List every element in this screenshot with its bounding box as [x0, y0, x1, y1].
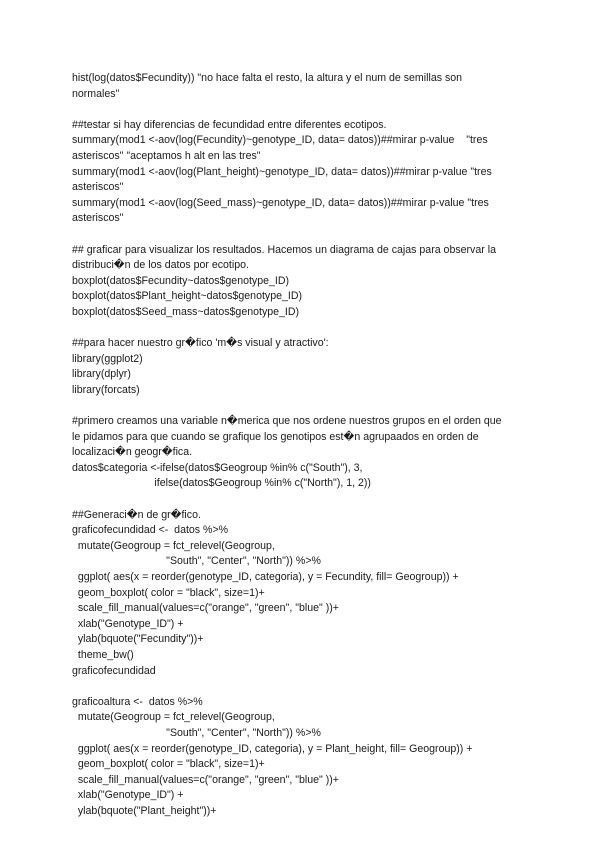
comment-line: ##Generaci�n de gr�fico. — [72, 508, 201, 521]
code-line: graficoaltura <- datos %>% — [72, 695, 203, 708]
code-line: mutate(Geogroup = fct_relevel(Geogroup, — [72, 711, 275, 724]
code-line: asteriscos" "aceptamos h alt en las tres" — [72, 149, 261, 162]
code-line: asteriscos" — [72, 181, 124, 194]
code-line: library(dplyr) — [72, 368, 131, 381]
code-line: graficofecundidad — [72, 664, 156, 677]
code-line: graficofecundidad <- datos %>% — [72, 524, 229, 537]
code-line: asteriscos" — [72, 212, 124, 225]
code-line: library(ggplot2) — [72, 352, 143, 365]
code-line: scale_fill_manual(values=c("orange", "green", "blue" ))+ — [72, 773, 339, 786]
code-line: distribuci�n de los datos por ecotipo. — [72, 259, 249, 272]
code-line: ggplot( aes(x = reorder(genotype_ID, categoria), y = Fecundity, fill= Geogroup)) + — [72, 571, 459, 583]
code-line: ylab(bquote("Plant_height"))+ — [72, 804, 217, 817]
code-line: datos$categoria <-ifelse(datos$Geogroup %in% c("South"), 3, — [72, 461, 363, 474]
code-line: library(forcats) — [72, 383, 140, 396]
blank-line — [72, 321, 542, 337]
code-line: boxplot(datos$Plant_height~datos$genotype_ID) — [72, 290, 302, 303]
code-line: summary(mod1 <-aov(log(Fecundity)~genotype_ID, data= datos))##mirar p-value "tres — [72, 134, 488, 147]
document-body — [72, 71, 542, 820]
code-line: hist(log(datos$Fecundity)) "no hace falta el resto, la altura y el num de semillas son — [72, 72, 463, 84]
code-line: theme_bw() — [72, 648, 134, 661]
code-line: le pidamos para que cuando se grafique los genotipos est�n agrupaados en orden de — [72, 430, 479, 443]
code-line: ylab(bquote("Fecundity"))+ — [72, 633, 204, 646]
comment-line: ##para hacer nuestro gr�fico 'm�s visual y atractivo': — [72, 337, 329, 350]
code-line: normales" — [72, 87, 120, 100]
code-line: geom_boxplot( color = "black", size=1)+ — [72, 586, 265, 599]
comment-line: ##testar si hay diferencias de fecundidad entre diferentes ecotipos. — [72, 118, 387, 131]
code-line: ifelse(datos$Geogroup %in% c("North"), 1, 2)) — [72, 477, 371, 490]
code-line: summary(mod1 <-aov(log(Plant_height)~genotype_ID, data= datos))##mirar p-value "tres — [72, 165, 492, 178]
code-line: scale_fill_manual(values=c("orange", "green", "blue" ))+ — [72, 602, 339, 615]
code-line: boxplot(datos$Fecundity~datos$genotype_ID) — [72, 274, 290, 287]
code-line: xlab("Genotype_ID") + — [72, 789, 184, 802]
blank-line — [72, 102, 542, 118]
code-line: mutate(Geogroup = fct_relevel(Geogroup, — [72, 539, 275, 552]
code-line: "South", "Center", "North")) %>% — [72, 555, 321, 568]
blank-line — [72, 398, 542, 414]
code-line: xlab("Genotype_ID") + — [72, 617, 184, 630]
code-line: localizaci�n geogr�fica. — [72, 446, 193, 459]
code-line: geom_boxplot( color = "black", size=1)+ — [72, 758, 265, 771]
code-line: summary(mod1 <-aov(log(Seed_mass)~genotype_ID, data= datos))##mirar p-value "tres — [72, 196, 489, 209]
code-line: ggplot( aes(x = reorder(genotype_ID, categoria), y = Plant_height, fill= Geogroup)) + — [72, 742, 473, 755]
blank-line — [72, 679, 542, 695]
code-line: "South", "Center", "North")) %>% — [72, 726, 321, 739]
code-line: boxplot(datos$Seed_mass~datos$genotype_ID) — [72, 305, 300, 318]
blank-line — [72, 227, 542, 243]
comment-line: ## graficar para visualizar los resultados. Hacemos un diagrama de cajas para observar la — [72, 243, 496, 256]
comment-line: #primero creamos una variable n�merica que nos ordene nuestros grupos en el orden que — [72, 415, 502, 428]
blank-line — [72, 492, 542, 508]
